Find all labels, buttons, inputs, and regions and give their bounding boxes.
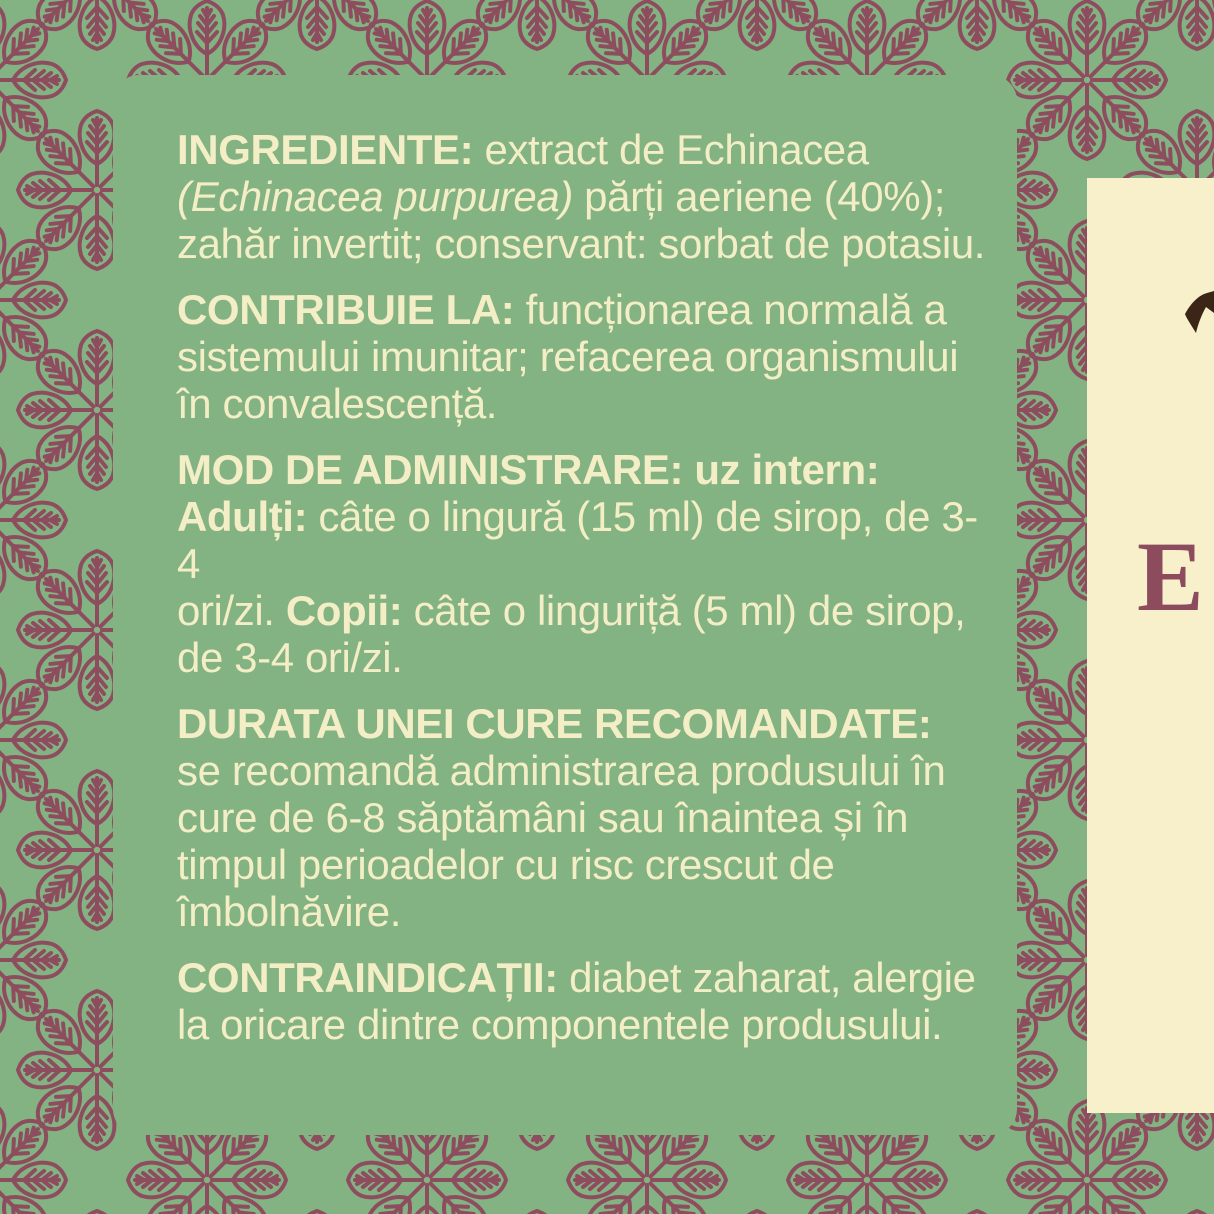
leaf-rosette — [458, 0, 616, 49]
section-administration — [177, 446, 989, 681]
section-body-text: zahăr invertit; conservant: sorbat de potasiu. — [177, 220, 986, 267]
section-heading-text: CONTRIBUIE LA: — [177, 286, 515, 333]
section-body-text: părți aeriene (40%); — [572, 173, 946, 220]
section-body-text: de 3-4 ori/zi. — [177, 634, 403, 681]
section-heading-text: DURATA UNEI CURE RECOMANDATE: — [177, 700, 932, 747]
section-body-text: timpul perioadelor cu risc crescut de — [177, 841, 835, 888]
section-ingredients — [177, 126, 989, 267]
section-contraindications — [177, 954, 989, 1048]
section-body-text: îmbolnăvire. — [177, 888, 401, 935]
section-body-text: extract de Echinacea — [473, 126, 869, 173]
section-body-text: diabet zaharat, alergie — [557, 954, 976, 1001]
leaf-rosette — [238, 0, 396, 49]
section-heading-text: CONTRAINDICAȚII: — [177, 954, 558, 1001]
section-body-text: câte o lingură (15 ml) de sirop, de 3-4 — [177, 493, 978, 587]
section-body-text: se recomandă administrarea produsului în — [177, 747, 946, 794]
section-benefits — [177, 286, 989, 427]
section-body-text: cure de 6-8 săptămâni sau înaintea și în — [177, 794, 909, 841]
section-body-text: ori/zi. — [177, 587, 286, 634]
section-heading-text: Adulți: — [177, 493, 308, 540]
section-body-text: la oricare dintre componentele produsului. — [177, 1001, 943, 1048]
flower-illustration-fragment — [1180, 286, 1214, 336]
label-text-block — [177, 126, 989, 1067]
leaf-rosette — [0, 441, 66, 599]
leaf-rosette — [0, 661, 66, 819]
section-body-text: funcționarea normală a — [514, 286, 947, 333]
section-heading-text: MOD DE ADMINISTRARE: uz intern: — [177, 446, 880, 493]
section-heading-text: INGREDIENTE: — [177, 126, 474, 173]
brand-title-initial: E — [1137, 521, 1204, 632]
leaf-rosette — [0, 1, 66, 159]
section-body-text: (Echinacea purpurea) — [177, 173, 573, 220]
leaf-rosette — [18, 0, 176, 49]
leaf-rosette — [1008, 1101, 1166, 1214]
section-body-text: sistemului imunitar; refacerea organismului — [177, 333, 959, 380]
front-label-edge-panel — [1087, 178, 1214, 1113]
leaf-rosette — [898, 0, 1056, 49]
section-body-text: în convalescență. — [177, 380, 498, 427]
section-duration — [177, 700, 989, 935]
section-body-text: câte o linguriță (5 ml) de sirop, — [402, 587, 966, 634]
leaf-rosette — [0, 881, 66, 1039]
section-heading-text: Copii: — [285, 587, 403, 634]
leaf-rosette — [678, 0, 836, 49]
leaf-rosette — [0, 221, 66, 379]
